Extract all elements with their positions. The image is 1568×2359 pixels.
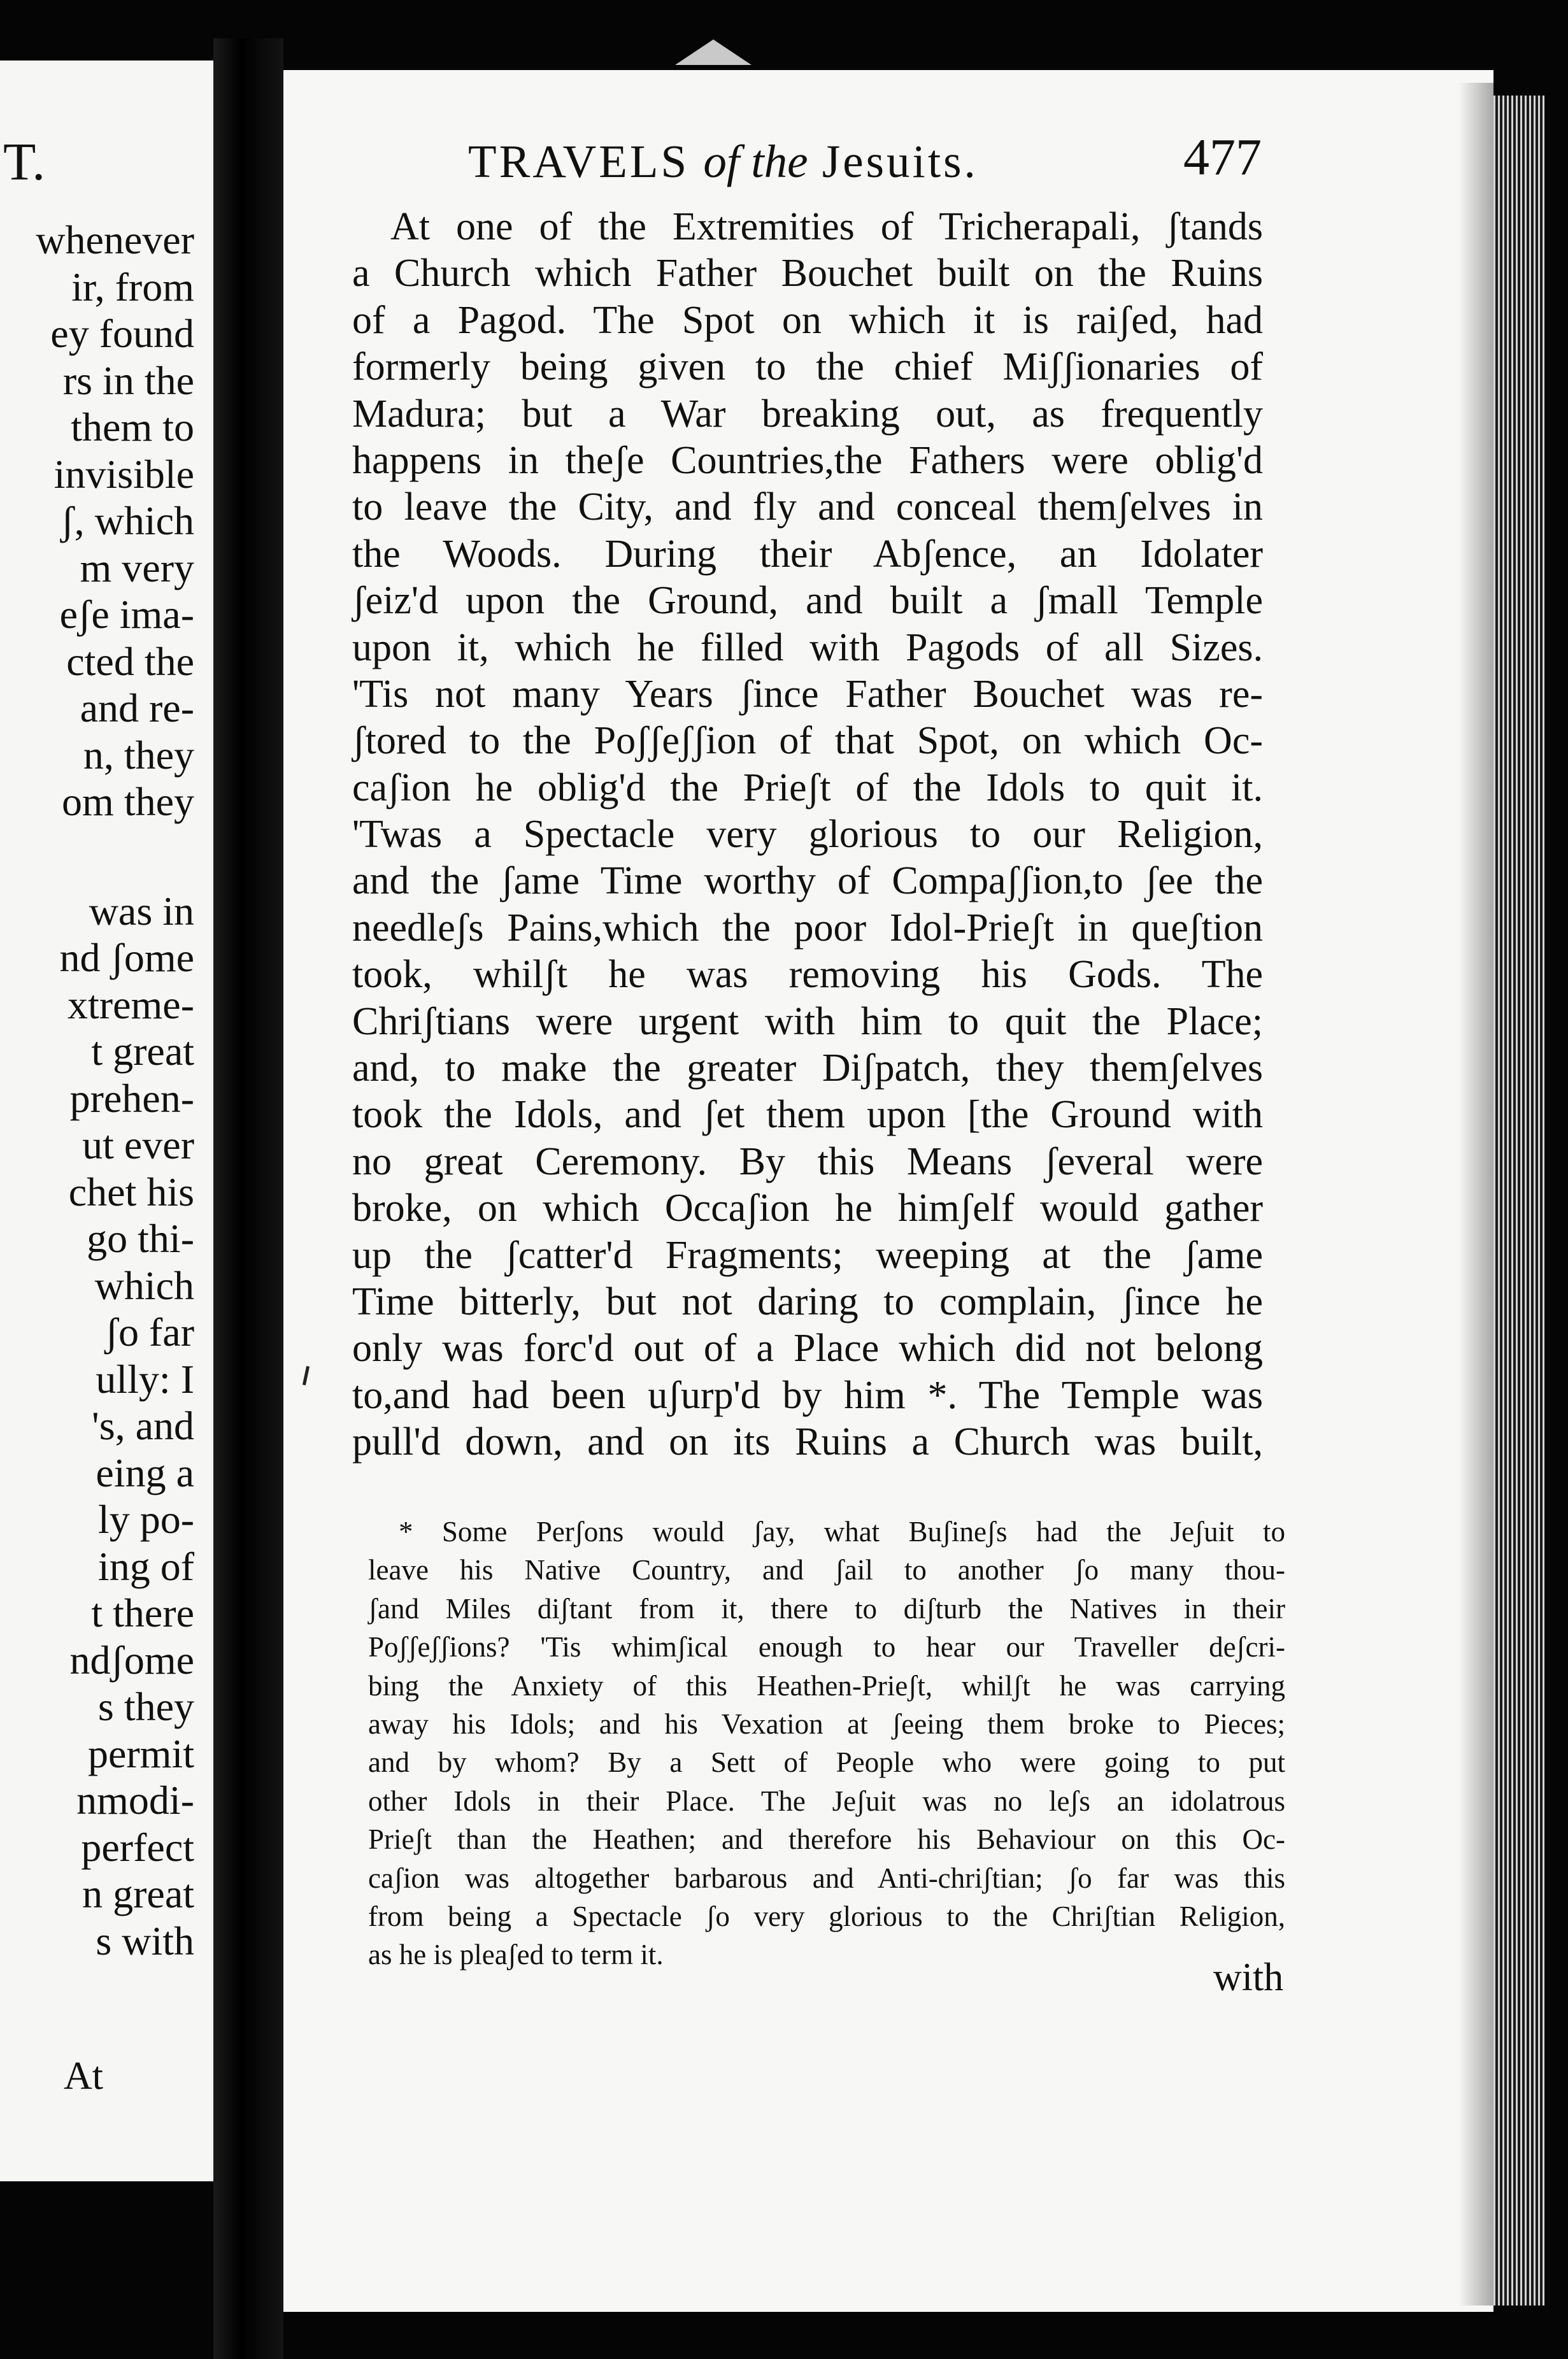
footnote — [368, 1513, 1285, 1974]
running-head — [468, 135, 978, 189]
text-line: of a Pagod. The Spot on which it is raiʃed, had — [352, 298, 1263, 342]
text-line: formerly being given to the chief Miʃʃionaries of — [352, 345, 1263, 389]
previous-page-line: ut ever — [82, 1122, 194, 1167]
previous-page-line: eʃe ima- — [59, 592, 194, 637]
previous-page-line: xtreme- — [68, 981, 194, 1027]
text-line: At one of the Extremities of Tricherapali, ʃtands — [390, 205, 1263, 248]
previous-page-line: whenever — [36, 217, 194, 262]
footnote-line: caʃion was altogether barbarous and Anti-chriʃtian; ʃo far was this — [368, 1862, 1285, 1894]
previous-page-line: ʃ, which — [61, 498, 194, 543]
previous-page-line: ly po- — [97, 1497, 194, 1542]
previous-page-line: om they — [62, 779, 194, 824]
text-line: 'Twas a Spectacle very glorious to our Religion, — [352, 813, 1263, 857]
previous-page-line: was in — [89, 888, 194, 934]
text-line: Time bitterly, but not daring to complain, ʃince he — [352, 1279, 1263, 1323]
footnote-line: and by whom? By a Sett of People who were going to put — [368, 1746, 1285, 1779]
text-line: to,and had been uʃurp'd by him *. The Temple was — [352, 1373, 1263, 1417]
previous-page-lines — [36, 217, 194, 1964]
running-head-connector: of the — [703, 136, 808, 187]
footnote-line: ʃand Miles diʃtant from it, there to diʃturb the Natives in their — [368, 1592, 1285, 1625]
previous-page-line: and re- — [80, 685, 194, 731]
text-line: and, to make the greater Diʃpatch, they themʃelves — [352, 1046, 1263, 1090]
previous-page-line: them to — [71, 404, 194, 450]
text-line: ʃtored to the Poʃʃeʃʃion of that Spot, on which Oc- — [352, 719, 1263, 763]
footnote-line: leave his Native Country, and ʃail to another ʃo many thou- — [368, 1554, 1285, 1586]
text-line: took the Idols, and ʃet them upon [the Ground with — [352, 1093, 1263, 1137]
running-head-subject: Jesuits. — [822, 136, 978, 187]
page-edges — [1493, 96, 1544, 2306]
text-line: happens in theʃe Countries,the Fathers were oblig'd — [352, 438, 1263, 482]
text-line: no great Ceremony. By this Means ʃeveral were — [352, 1139, 1263, 1183]
previous-page-line: rs in the — [62, 357, 194, 403]
book-gutter — [213, 38, 283, 2359]
text-line: Madura; but a War breaking out, as frequently — [352, 392, 1263, 436]
previous-page-line: ir, from — [71, 264, 194, 310]
catchword: with — [1213, 1956, 1284, 1999]
previous-page-line: go thi- — [87, 1216, 194, 1261]
text-line: and the ʃame Time worthy of Compaʃʃion,to ʃee the — [352, 859, 1263, 903]
previous-page-line: ndʃome — [69, 1637, 194, 1683]
text-line: ʃeiz'd upon the Ground, and built a ʃmall Temple — [352, 579, 1263, 623]
previous-page-line: t there — [91, 1590, 194, 1636]
previous-page-line: chet his — [68, 1169, 194, 1215]
text-line: the Woods. During their Abʃence, an Idolater — [352, 532, 1263, 576]
previous-page-line: invisible — [53, 451, 194, 497]
running-head-title: TRAVELS — [468, 136, 690, 187]
previous-page-line: ully: I — [96, 1356, 194, 1402]
text-line: only was forc'd out of a Place which did not belong — [352, 1327, 1263, 1371]
footnote-line: * Some Perʃons would ʃay, what Buʃineʃs had the Jeʃuit to — [399, 1516, 1285, 1548]
footnote-line: Poʃʃeʃʃions? 'Tis whimʃical enough to hear our Traveller deʃcri- — [368, 1631, 1285, 1664]
previous-page-line: prehen- — [69, 1075, 194, 1121]
text-line: to leave the City, and fly and conceal themʃelves in — [352, 485, 1263, 529]
previous-page-line: ing of — [97, 1543, 194, 1589]
page-clip-mark — [675, 39, 752, 65]
previous-page-line: n great — [82, 1871, 194, 1916]
previous-page-line: eing a — [96, 1450, 194, 1495]
text-line: Chriʃtians were urgent with him to quit the Place; — [352, 999, 1263, 1043]
previous-page-line: s with — [96, 1918, 194, 1963]
text-line: caʃion he oblig'd the Prieʃt of the Idols to quit it. — [352, 766, 1263, 809]
text-line: a Church which Father Bouchet built on the Ruins — [352, 252, 1263, 296]
previous-page-line: t great — [91, 1029, 194, 1074]
previous-page-line: ey found — [50, 311, 194, 356]
previous-page-line: cted the — [66, 638, 194, 684]
text-line: 'Tis not many Years ʃince Father Bouchet was re- — [352, 672, 1263, 716]
footnote-line: bing the Anxiety of this Heathen-Prieʃt, whilʃt he was carrying — [368, 1669, 1285, 1702]
text-line: upon it, which he filled with Pagods of all Sizes. — [352, 625, 1263, 669]
previous-page-fragment — [0, 61, 213, 2181]
previous-page-line: nd ʃome — [59, 935, 194, 980]
text-line: broke, on which Occaʃion he himʃelf would gather — [352, 1187, 1263, 1230]
previous-page-line: n, they — [83, 732, 194, 778]
previous-page-line — [36, 825, 194, 888]
footnote-line: from being a Spectacle ʃo very glorious to the Chriʃtian Religion, — [368, 1900, 1285, 1932]
body-text — [352, 204, 1263, 1466]
text-line: needleʃs Pains,which the poor Idol-Prieʃt in queʃtion — [352, 906, 1263, 950]
page-number: 477 — [1183, 128, 1262, 186]
text-line: pull'd down, and on its Ruins a Church was built, — [352, 1420, 1263, 1464]
previous-page-line: ʃo far — [104, 1309, 194, 1355]
previous-page-line: nmodi- — [76, 1778, 194, 1823]
previous-page-line: perfect — [81, 1824, 194, 1870]
text-line: took, whilʃt he was removing his Gods. The — [352, 953, 1263, 997]
footnote-line: as he is pleaʃed to term it. — [368, 1939, 664, 1971]
previous-page-line: m very — [80, 545, 194, 590]
previous-page-line: permit — [87, 1730, 194, 1776]
page-edge-shadow — [1458, 83, 1497, 2306]
previous-page-catchword: At — [64, 2055, 103, 2098]
previous-page-line: s they — [97, 1684, 194, 1729]
footnote-line: other Idols in their Place. The Jeʃuit was no leʃs an idolatrous — [368, 1785, 1285, 1817]
previous-page-running-head: T. — [3, 132, 46, 192]
footnote-line: away his Idols; and his Vexation at ʃeeing them broke to Pieces; — [368, 1707, 1285, 1740]
previous-page-line: which — [94, 1262, 194, 1308]
text-line: up the ʃcatter'd Fragments; weeping at the ʃame — [352, 1233, 1263, 1277]
previous-page-line: 's, and — [92, 1403, 194, 1448]
footnote-line: Prieʃt than the Heathen; and therefore his Behaviour on this Oc- — [368, 1823, 1285, 1856]
